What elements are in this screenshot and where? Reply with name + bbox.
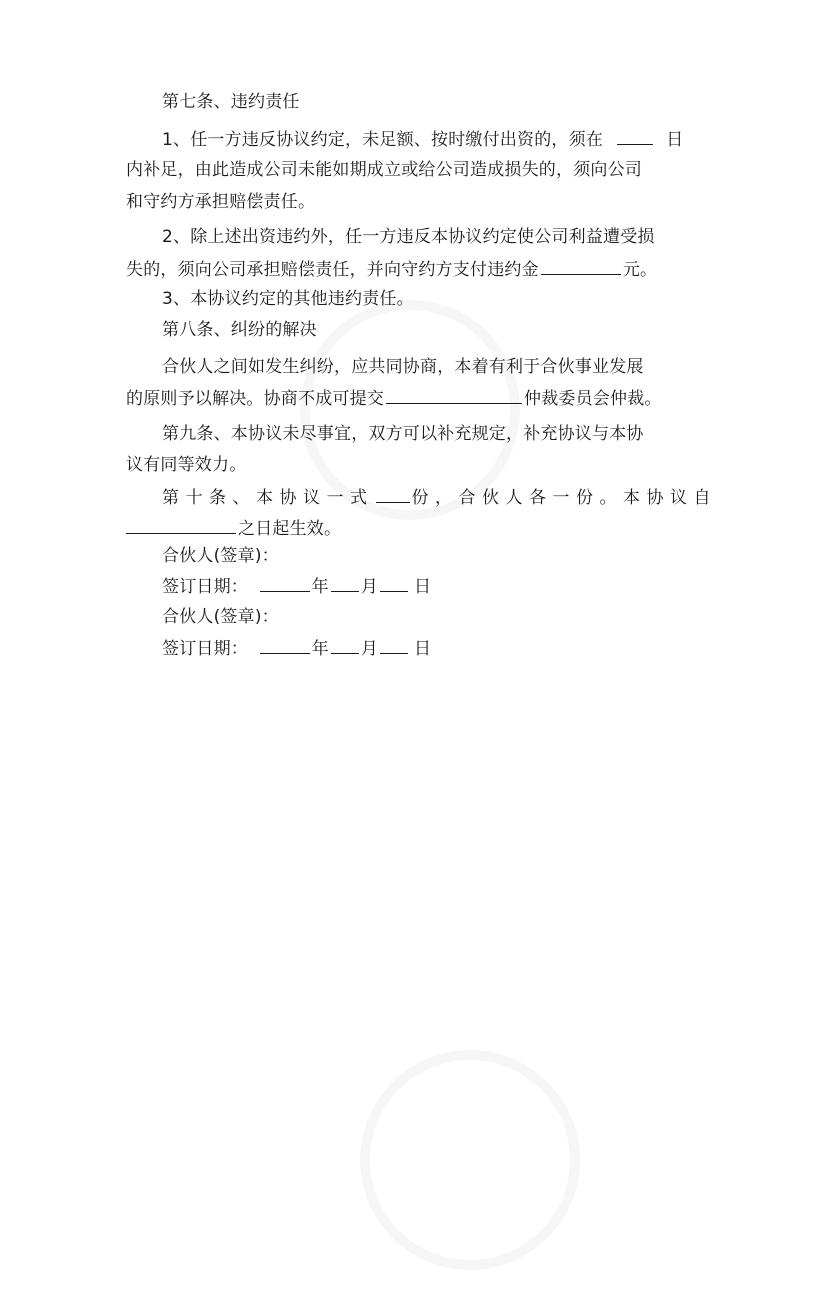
fill-in-blank[interactable]	[541, 257, 621, 275]
watermark-stamp	[317, 1007, 623, 1313]
text-segment: 之日起生效。	[238, 519, 342, 539]
month-blank[interactable]	[331, 636, 359, 654]
year-blank[interactable]	[260, 574, 310, 592]
fill-in-blank[interactable]	[617, 127, 653, 145]
fill-in-blank[interactable]	[376, 485, 410, 503]
text-segment: 日	[666, 130, 684, 150]
signature1-label: 合伙人(签章)：	[162, 546, 279, 566]
article7-heading: 第七条、违约责任	[162, 92, 300, 112]
text-segment: 1、任一方违反协议约定，未足额、按时缴付出资的，须在	[162, 130, 604, 150]
month-label: 月	[360, 577, 379, 597]
year-blank[interactable]	[260, 636, 310, 654]
day-label: 日	[414, 577, 432, 597]
article8-heading: 第八条、纠纷的解决	[162, 320, 317, 340]
text-segment: 第十条、本协议一式	[162, 488, 374, 508]
article7-item2-line1: 2、除上述出资违约外，任一方违反本协议约定使公司利益遭受损	[162, 227, 655, 247]
text-segment: 失的，须向公司承担赔偿责任，并向守约方支付违约金	[126, 260, 539, 280]
month-label: 月	[360, 639, 379, 659]
signature2-date	[162, 636, 431, 661]
text-segment: 仲裁委员会仲裁。	[524, 389, 662, 409]
text-segment: 元。	[622, 260, 658, 280]
article9-line2: 议有同等效力。	[126, 455, 247, 475]
text-segment: 份，合伙人各一份。本协议自	[411, 488, 717, 508]
article10-line2	[126, 516, 341, 541]
article8-line1: 合伙人之间如发生纠纷，应共同协商，本着有利于合伙事业发展	[162, 357, 644, 377]
article7-item1-line2: 内补足，由此造成公司未能如期成立或给公司造成损失的，须向公司	[126, 160, 642, 180]
article8-line2	[126, 386, 662, 411]
day-label: 日	[414, 639, 432, 659]
year-label: 年	[311, 577, 329, 597]
year-label: 年	[311, 639, 329, 659]
article10-line1	[162, 485, 717, 510]
date-label: 签订日期：	[162, 639, 248, 659]
article7-item1-line3: 和守约方承担赔偿责任。	[126, 192, 316, 212]
article7-item3: 3、本协议约定的其他违约责任。	[162, 289, 414, 309]
signature1-date	[162, 574, 431, 599]
article9-line1: 第九条、本协议未尽事宜，双方可以补充规定，补充协议与本协	[162, 424, 644, 444]
fill-in-blank[interactable]	[386, 386, 522, 404]
article7-item2-line2	[126, 257, 657, 282]
date-label: 签订日期：	[162, 577, 248, 597]
article7-item1-line1	[162, 127, 683, 152]
text-segment: 的原则予以解决。协商不成可提交	[126, 389, 384, 409]
fill-in-blank[interactable]	[126, 516, 236, 534]
signature2-label: 合伙人(签章)：	[162, 607, 279, 627]
day-blank[interactable]	[380, 636, 408, 654]
day-blank[interactable]	[380, 574, 408, 592]
month-blank[interactable]	[331, 574, 359, 592]
